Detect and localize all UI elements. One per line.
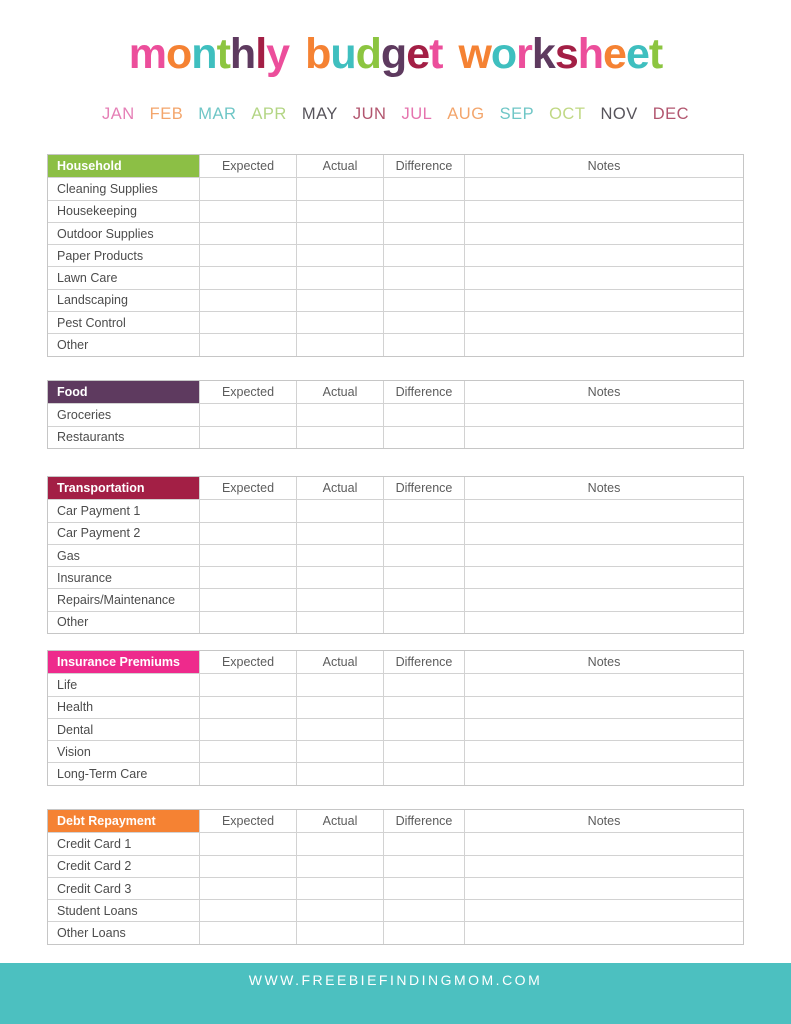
notes-cell [464,427,743,448]
difference-cell [383,312,464,333]
expected-cell [199,523,296,544]
title-letter: s [554,30,578,78]
actual-cell [296,427,383,448]
difference-cell [383,427,464,448]
expected-cell [199,267,296,288]
actual-cell [296,922,383,943]
title-letter: g [380,30,407,78]
row-label-cell: Other [57,615,89,630]
notes-cell [464,178,743,199]
actual-cell [296,763,383,784]
page-title [0,30,791,79]
expected-cell [199,900,296,921]
difference-cell [383,523,464,544]
title-letter: t [429,30,443,78]
table-row [48,832,743,854]
footer-url: WWW.FREEBIEFINDINGMOM.COM [248,972,543,988]
table-row [48,266,743,288]
column-header-actual: Actual [296,810,383,832]
table-header-row [48,381,743,403]
table-header-row [48,810,743,832]
table-row [48,222,743,244]
column-header-notes: Notes [464,651,743,673]
notes-cell [464,500,743,521]
expected-cell [199,404,296,425]
month-label-jan: JAN [101,105,135,123]
actual-cell [296,545,383,566]
month-label-apr: APR [251,105,287,123]
difference-cell [383,922,464,943]
table-row [48,200,743,222]
notes-cell [464,223,743,244]
actual-cell [296,267,383,288]
actual-cell [296,404,383,425]
row-label-cell: Gas [57,548,80,563]
column-header-actual: Actual [296,381,383,403]
expected-cell [199,290,296,311]
column-header-difference: Difference [383,651,464,673]
table-row [48,762,743,784]
notes-cell [464,589,743,610]
column-header-notes: Notes [464,155,743,177]
row-label-cell: Life [57,677,78,692]
expected-cell [199,567,296,588]
notes-cell [464,878,743,899]
difference-cell [383,334,464,355]
expected-cell [199,674,296,695]
title-letter: n [191,30,217,78]
expected-cell [199,833,296,854]
column-header-actual: Actual [296,477,383,499]
actual-cell [296,500,383,521]
difference-cell [383,267,464,288]
month-label-sep: SEP [499,105,535,123]
notes-cell [464,404,743,425]
row-label-cell: Outdoor Supplies [57,226,154,241]
title-letter: l [255,30,267,78]
difference-cell [383,719,464,740]
category-header-cell: Household [48,155,199,177]
row-label-cell: Insurance [57,570,112,585]
title-letter: o [490,30,517,78]
expected-cell [199,697,296,718]
expected-cell [199,334,296,355]
row-label-cell: Vision [57,744,91,759]
notes-cell [464,334,743,355]
column-header-expected: Expected [199,155,296,177]
title-letter: h [577,30,604,78]
table-row [48,899,743,921]
table-row [48,403,743,425]
row-label-cell: Pest Control [57,315,126,330]
column-header-expected: Expected [199,477,296,499]
title-letter: y [266,30,290,78]
expected-cell [199,856,296,877]
row-label-cell: Restaurants [57,430,125,445]
actual-cell [296,856,383,877]
title-letter: b [305,30,331,78]
table-row [48,244,743,266]
column-header-difference: Difference [383,381,464,403]
notes-cell [464,290,743,311]
month-label-jun: JUN [352,105,387,123]
month-label-nov: NOV [600,105,638,123]
category-header-cell: Debt Repayment [48,810,199,832]
row-label-cell: Health [57,700,94,715]
actual-cell [296,567,383,588]
actual-cell [296,741,383,762]
title-letter: k [531,30,555,78]
expected-cell [199,612,296,633]
title-letter: r [516,30,532,78]
expected-cell [199,245,296,266]
title-letter: t [648,30,663,78]
month-label-dec: DEC [652,105,690,123]
expected-cell [199,922,296,943]
title-letter: d [355,30,381,78]
table-row [48,522,743,544]
expected-cell [199,312,296,333]
row-label-cell: Credit Card 3 [57,881,132,896]
expected-cell [199,719,296,740]
actual-cell [296,223,383,244]
notes-cell [464,922,743,943]
row-label-cell: Long-Term Care [57,767,148,782]
expected-cell [199,589,296,610]
column-header-expected: Expected [199,381,296,403]
budget-table-household [47,154,744,357]
difference-cell [383,567,464,588]
row-label-cell: Other Loans [57,926,126,941]
expected-cell [199,763,296,784]
difference-cell [383,223,464,244]
notes-cell [464,763,743,784]
row-label-cell: Credit Card 1 [57,836,132,851]
table-header-row [48,155,743,177]
notes-cell [464,267,743,288]
table-header-row [48,477,743,499]
table-row [48,426,743,448]
notes-cell [464,900,743,921]
actual-cell [296,589,383,610]
difference-cell [383,833,464,854]
actual-cell [296,290,383,311]
difference-cell [383,178,464,199]
notes-cell [464,741,743,762]
month-label-oct: OCT [549,105,586,123]
difference-cell [383,201,464,222]
notes-cell [464,697,743,718]
title-letter: w [458,30,491,78]
row-label-cell: Car Payment 1 [57,503,141,518]
title-letter: e [603,30,626,78]
difference-cell [383,763,464,784]
notes-cell [464,201,743,222]
expected-cell [199,178,296,199]
column-header-actual: Actual [296,651,383,673]
difference-cell [383,245,464,266]
table-row [48,333,743,355]
notes-cell [464,856,743,877]
table-row [48,740,743,762]
title-letter: e [625,30,649,78]
title-word [129,30,289,79]
actual-cell [296,900,383,921]
table-row [48,588,743,610]
actual-cell [296,833,383,854]
actual-cell [296,178,383,199]
difference-cell [383,741,464,762]
table-row [48,877,743,899]
category-header-cell: Insurance Premiums [48,651,199,673]
actual-cell [296,201,383,222]
actual-cell [296,878,383,899]
difference-cell [383,290,464,311]
difference-cell [383,674,464,695]
row-label-cell: Landscaping [57,293,128,308]
column-header-expected: Expected [199,810,296,832]
title-letter: m [128,30,167,78]
budget-table-food [47,380,744,449]
column-header-notes: Notes [464,381,743,403]
notes-cell [464,523,743,544]
row-label-cell: Student Loans [57,903,138,918]
title-letter: h [229,30,256,78]
title-letter: u [330,30,356,78]
difference-cell [383,612,464,633]
actual-cell [296,334,383,355]
month-label-jul: JUL [401,105,433,123]
table-row [48,718,743,740]
budget-table-insurance-premiums [47,650,744,786]
difference-cell [383,589,464,610]
title-letter: o [166,30,192,78]
row-label-cell: Dental [57,722,94,737]
month-label-may: MAY [301,105,338,123]
table-row [48,289,743,311]
expected-cell [199,201,296,222]
title-letter: e [406,30,430,78]
notes-cell [464,567,743,588]
months-row [0,105,791,124]
actual-cell [296,719,383,740]
difference-cell [383,856,464,877]
column-header-notes: Notes [464,477,743,499]
expected-cell [199,500,296,521]
column-header-actual: Actual [296,155,383,177]
notes-cell [464,833,743,854]
row-label-cell: Cleaning Supplies [57,181,158,196]
notes-cell [464,719,743,740]
actual-cell [296,312,383,333]
row-label-cell: Paper Products [57,248,144,263]
difference-cell [383,878,464,899]
notes-cell [464,245,743,266]
notes-cell [464,545,743,566]
expected-cell [199,427,296,448]
difference-cell [383,697,464,718]
footer-bar [0,963,791,1024]
table-row [48,696,743,718]
title-word [305,30,442,79]
column-header-notes: Notes [464,810,743,832]
table-row [48,855,743,877]
table-row [48,499,743,521]
row-label-cell: Housekeeping [57,204,137,219]
row-label-cell: Car Payment 2 [57,526,141,541]
actual-cell [296,697,383,718]
table-row [48,311,743,333]
table-row [48,566,743,588]
month-label-feb: FEB [149,105,184,123]
actual-cell [296,612,383,633]
expected-cell [199,545,296,566]
table-row [48,673,743,695]
category-header-cell: Transportation [48,477,199,499]
column-header-expected: Expected [199,651,296,673]
category-header-cell: Food [48,381,199,403]
actual-cell [296,674,383,695]
row-label-cell: Credit Card 2 [57,859,132,874]
table-row [48,921,743,943]
table-row [48,611,743,633]
difference-cell [383,545,464,566]
month-label-aug: AUG [447,105,485,123]
actual-cell [296,245,383,266]
difference-cell [383,900,464,921]
column-header-difference: Difference [383,155,464,177]
difference-cell [383,404,464,425]
table-header-row [48,651,743,673]
title-word [458,30,662,79]
difference-cell [383,500,464,521]
budget-table-debt-repayment [47,809,744,945]
budget-table-transportation [47,476,744,634]
row-label-cell: Lawn Care [57,271,118,286]
table-row [48,544,743,566]
title-letter: t [216,30,230,78]
expected-cell [199,223,296,244]
table-row [48,177,743,199]
row-label-cell: Other [57,338,89,353]
row-label-cell: Repairs/Maintenance [57,593,176,608]
notes-cell [464,612,743,633]
column-header-difference: Difference [383,810,464,832]
notes-cell [464,312,743,333]
notes-cell [464,674,743,695]
actual-cell [296,523,383,544]
expected-cell [199,741,296,762]
row-label-cell: Groceries [57,407,112,422]
month-label-mar: MAR [198,105,237,123]
expected-cell [199,878,296,899]
column-header-difference: Difference [383,477,464,499]
